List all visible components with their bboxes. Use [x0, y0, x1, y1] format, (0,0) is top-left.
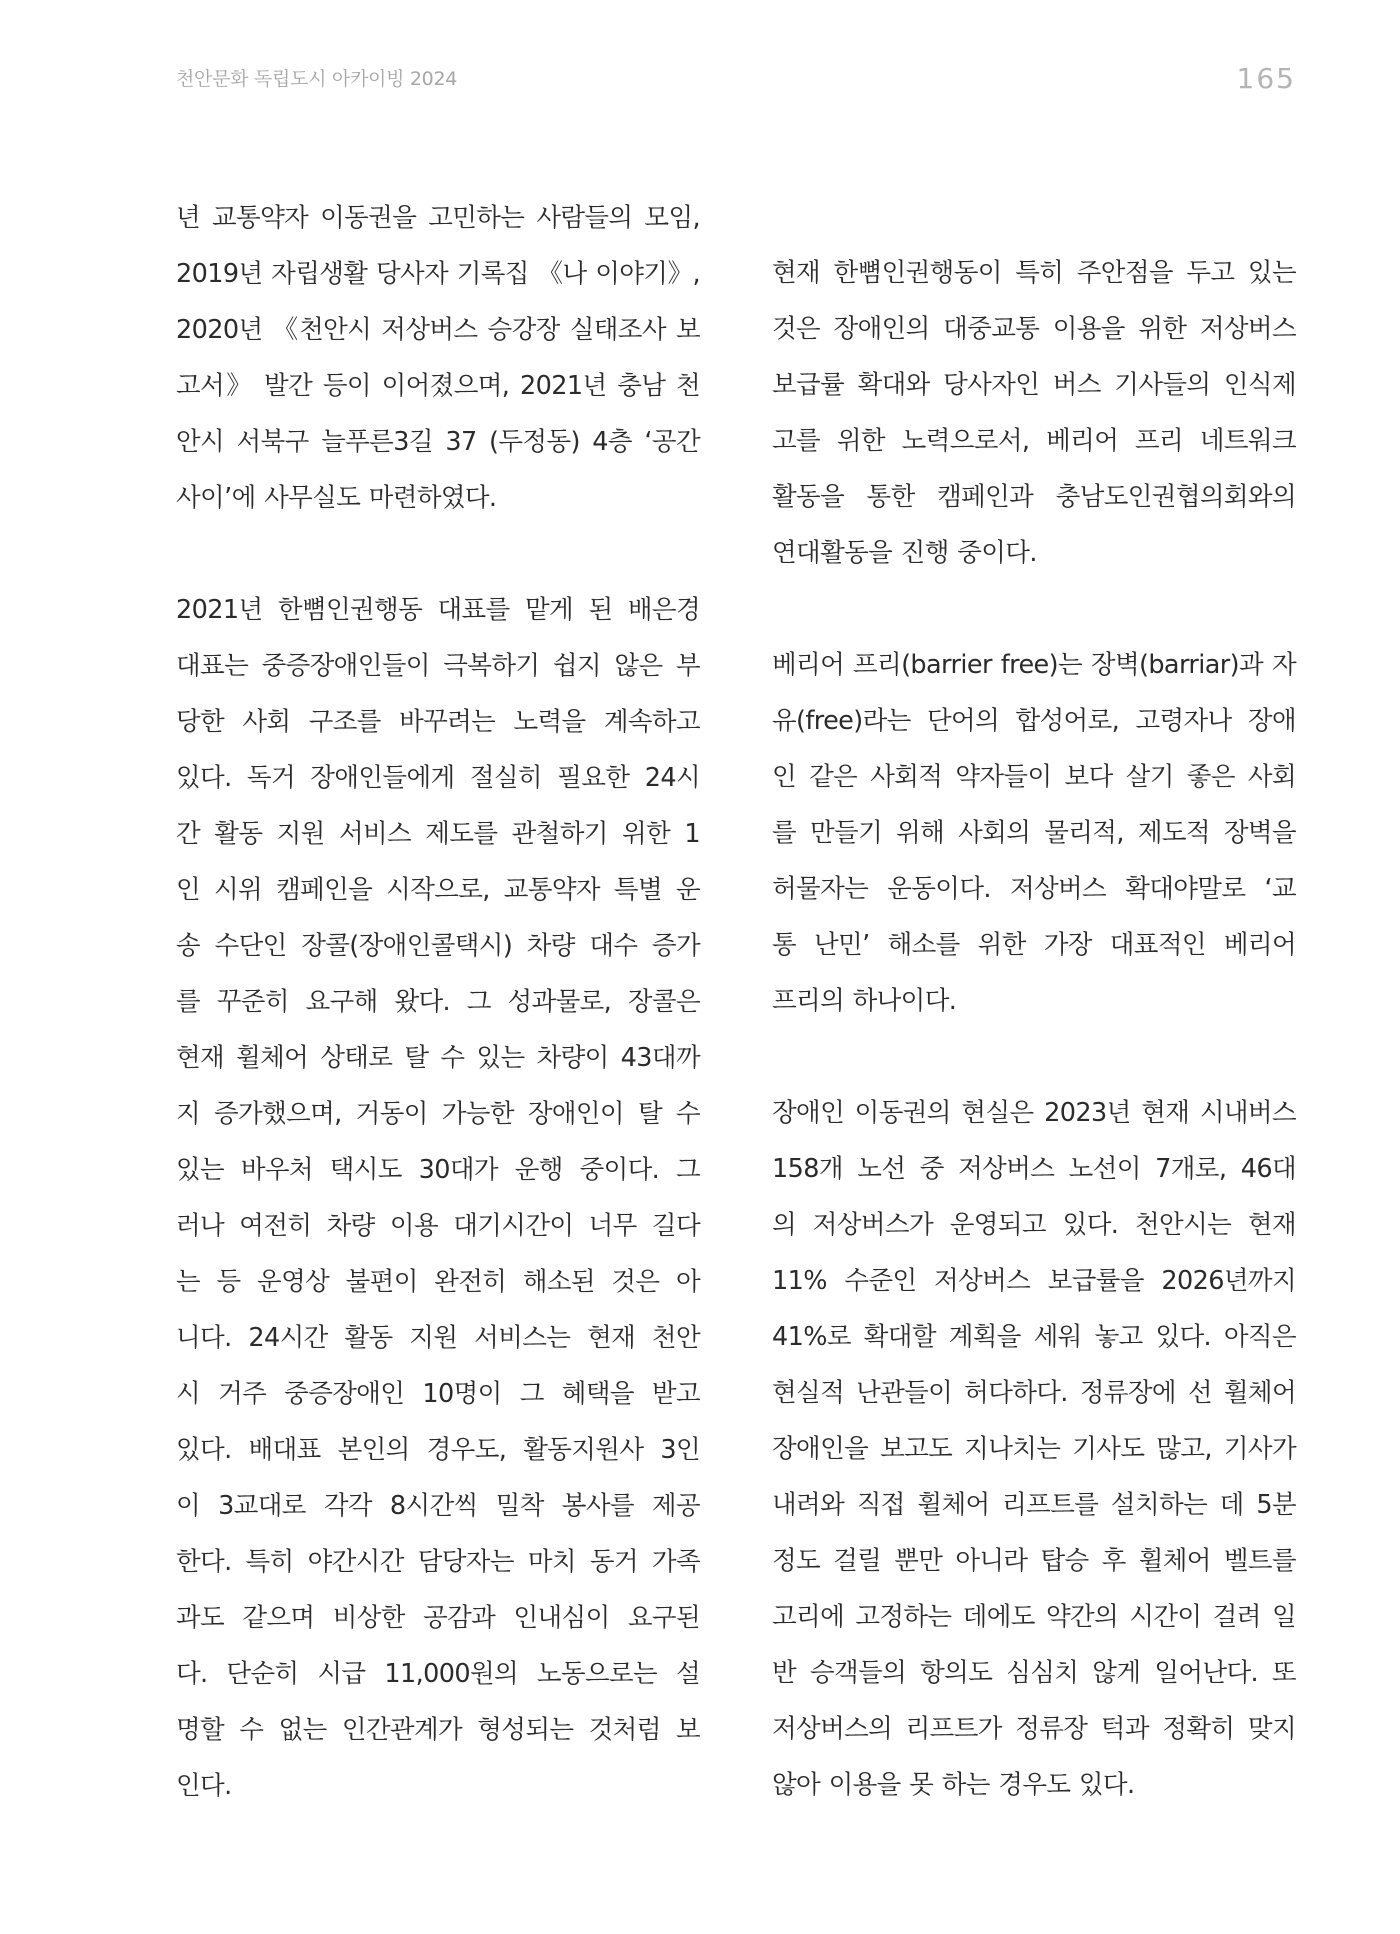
text-line: 인 같은 사회적 약자들이 보다 살기 좋은 사회: [772, 762, 1296, 792]
text-line: 명할 수 없는 인간관계가 형성되는 것처럼 보: [176, 1715, 700, 1745]
text-line: 고서》 발간 등이 이어졌으며, 2021년 충남 천: [176, 371, 700, 401]
right-paragraph-2: [772, 637, 1296, 1029]
text-line: 다. 단순히 시급 11,000원의 노동으로는 설: [176, 1659, 700, 1689]
text-line: 현재 휠체어 상태로 탈 수 있는 차량이 43대까: [176, 1043, 700, 1073]
text-line: 정도 걸릴 뿐만 아니라 탑승 후 휠체어 벨트를: [772, 1546, 1296, 1576]
text-line: 이 3교대로 각각 8시간씩 밀착 봉사를 제공: [176, 1491, 700, 1521]
text-line: 는 등 운영상 불편이 완전히 해소된 것은 아: [176, 1267, 700, 1297]
text-line: 2021년 한뼘인권행동 대표를 맡게 된 배은경: [176, 595, 700, 625]
text-line: 있는 바우처 택시도 30대가 운행 중이다. 그: [176, 1155, 700, 1185]
text-line: 내려와 직접 휠체어 리프트를 설치하는 데 5분: [772, 1490, 1296, 1520]
text-line: 베리어 프리(barrier free)는 장벽(barriar)과 자: [772, 650, 1296, 680]
text-line: 있다. 독거 장애인들에게 절실히 필요한 24시: [176, 763, 700, 793]
text-line: 41%로 확대할 계획을 세워 놓고 있다. 아직은: [772, 1322, 1296, 1352]
left-paragraph-1: [176, 190, 700, 526]
text-line: 의 저상버스가 운영되고 있다. 천안시는 현재: [772, 1210, 1296, 1240]
text-line: 반 승객들의 항의도 심심치 않게 일어난다. 또: [772, 1658, 1296, 1688]
text-line: 러나 여전히 차량 이용 대기시간이 너무 길다: [176, 1211, 700, 1241]
text-line: 니다. 24시간 활동 지원 서비스는 현재 천안: [176, 1323, 700, 1353]
text-line: 대표는 중증장애인들이 극복하기 쉽지 않은 부: [176, 651, 700, 681]
text-line: 프리의 하나이다.: [772, 986, 957, 1016]
text-line: 유(free)라는 단어의 합성어로, 고령자나 장애: [772, 706, 1296, 736]
right-paragraph-1: [772, 245, 1296, 581]
text-line: 간 활동 지원 서비스 제도를 관철하기 위한 1: [176, 819, 700, 849]
text-line: 않아 이용을 못 하는 경우도 있다.: [772, 1770, 1135, 1800]
text-line: 과도 같으며 비상한 공감과 인내심이 요구된: [176, 1603, 700, 1633]
text-line: 허물자는 운동이다. 저상버스 확대야말로 ‘교: [772, 874, 1296, 904]
text-line: 한다. 특히 야간시간 담당자는 마치 동거 가족: [176, 1547, 700, 1577]
text-line: 안시 서북구 늘푸른3길 37 (두정동) 4층 ‘공간: [176, 427, 700, 457]
left-column: [176, 190, 700, 1814]
page-number: 165: [1236, 62, 1296, 95]
text-line: 현재 한뼘인권행동이 특히 주안점을 두고 있는: [772, 258, 1296, 288]
text-line: 를 꾸준히 요구해 왔다. 그 성과물로, 장콜은: [176, 987, 700, 1017]
text-line: 송 수단인 장콜(장애인콜택시) 차량 대수 증가: [176, 931, 700, 961]
text-line: 11% 수준인 저상버스 보급률을 2026년까지: [772, 1266, 1296, 1296]
text-line: 시 거주 중증장애인 10명이 그 혜택을 받고: [176, 1379, 700, 1409]
text-line: 통 난민’ 해소를 위한 가장 대표적인 베리어: [772, 930, 1296, 960]
text-line: 158개 노선 중 저상버스 노선이 7개로, 46대: [772, 1154, 1296, 1184]
paragraph-gap: [772, 1029, 1296, 1085]
text-line: 인다.: [176, 1771, 232, 1801]
text-line: 현실적 난관들이 허다하다. 정류장에 선 휠체어: [772, 1378, 1296, 1408]
right-column: [772, 245, 1296, 1813]
running-title: 천안문화 독립도시 아카이빙 2024: [176, 68, 458, 90]
paragraph-gap: [772, 581, 1296, 637]
text-line: 당한 사회 구조를 바꾸려는 노력을 계속하고: [176, 707, 700, 737]
right-paragraph-3: [772, 1085, 1296, 1813]
left-paragraph-2: [176, 582, 700, 1814]
text-line: 2019년 자립생활 당사자 기록집 《나 이야기》,: [176, 259, 700, 289]
paragraph-gap: [176, 526, 700, 582]
text-line: 2020년 《천안시 저상버스 승강장 실태조사 보: [176, 315, 700, 345]
text-line: 사이’에 사무실도 마련하였다.: [176, 483, 497, 513]
text-line: 장애인을 보고도 지나치는 기사도 많고, 기사가: [772, 1434, 1296, 1464]
text-line: 활동을 통한 캠페인과 충남도인권협의회와의: [772, 482, 1296, 512]
text-line: 연대활동을 진행 중이다.: [772, 538, 1037, 568]
text-line: 를 만들기 위해 사회의 물리적, 제도적 장벽을: [772, 818, 1296, 848]
text-line: 장애인 이동권의 현실은 2023년 현재 시내버스: [772, 1098, 1296, 1128]
text-line: 인 시위 캠페인을 시작으로, 교통약자 특별 운: [176, 875, 700, 905]
text-line: 고리에 고정하는 데에도 약간의 시간이 걸려 일: [772, 1602, 1296, 1632]
text-line: 것은 장애인의 대중교통 이용을 위한 저상버스: [772, 314, 1296, 344]
text-line: 저상버스의 리프트가 정류장 턱과 정확히 맞지: [772, 1714, 1296, 1744]
text-line: 년 교통약자 이동권을 고민하는 사람들의 모임,: [176, 203, 700, 233]
text-line: 지 증가했으며, 거동이 가능한 장애인이 탈 수: [176, 1099, 700, 1129]
text-line: 있다. 배대표 본인의 경우도, 활동지원사 3인: [176, 1435, 700, 1465]
text-line: 보급률 확대와 당사자인 버스 기사들의 인식제: [772, 370, 1296, 400]
text-line: 고를 위한 노력으로서, 베리어 프리 네트워크: [772, 426, 1296, 456]
